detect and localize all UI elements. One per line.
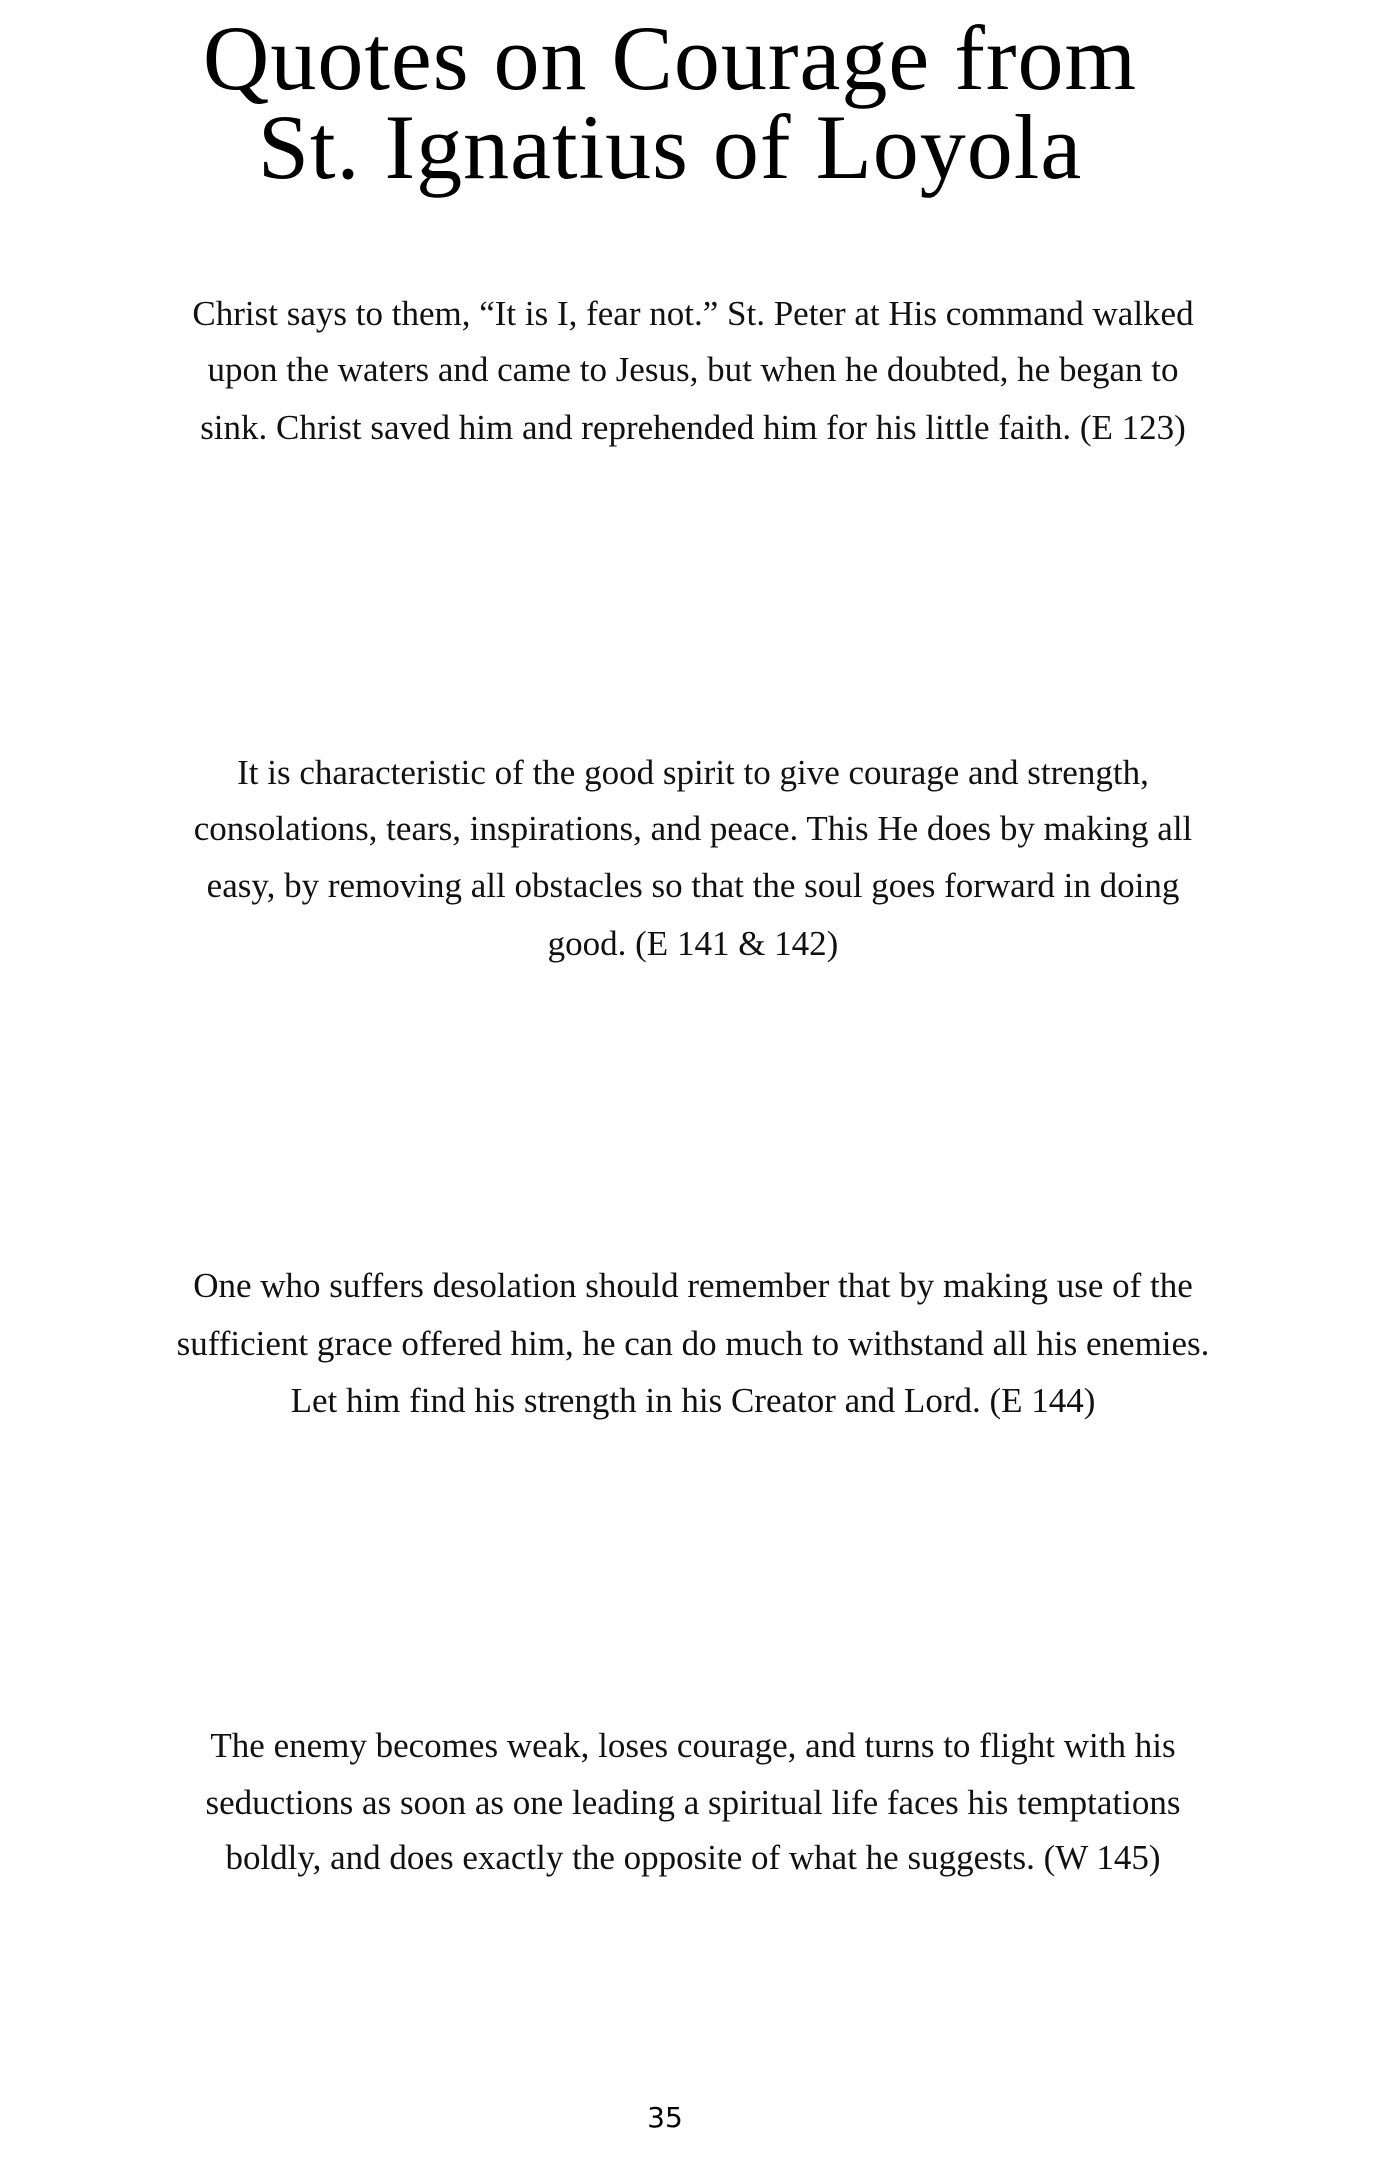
quote-2-line-4: good. (E 141 & 142) xyxy=(547,924,839,963)
quote-2-line-2: consolations, tears, inspirations, and peace. This He does by making all xyxy=(193,809,1193,848)
quote-3-line-3: Let him find his strength in his Creator and Lord. (E 144) xyxy=(290,1381,1096,1420)
page-number: 35 xyxy=(647,2101,683,2134)
quote-4-line-2: seductions as soon as one leading a spiritual life faces his temptations xyxy=(205,1783,1181,1822)
quote-4-line-3: boldly, and does exactly the opposite of what he suggests. (W 145) xyxy=(225,1838,1161,1877)
quote-3-line-2: sufficient grace offered him, he can do much to withstand all his enemies. xyxy=(176,1324,1210,1363)
title-line-1: Quotes on Courage from xyxy=(202,7,1138,109)
quote-2-line-3: easy, by removing all obstacles so that the soul goes forward in doing xyxy=(206,866,1180,905)
quote-1-line-2: upon the waters and came to Jesus, but when he doubted, he began to xyxy=(207,350,1179,389)
quote-2-line-1: It is characteristic of the good spirit to give courage and strength, xyxy=(237,753,1149,792)
quote-4-line-1: The enemy becomes weak, loses courage, and turns to flight with his xyxy=(210,1726,1176,1765)
quote-3-line-1: One who suffers desolation should remember that by making use of the xyxy=(193,1266,1193,1305)
title-line-2: St. Ignatius of Loyola xyxy=(257,96,1083,198)
quote-1-line-1: Christ says to them, “It is I, fear not.” St. Peter at His command walked xyxy=(192,294,1194,333)
quote-1-line-3: sink. Christ saved him and reprehended him for his little faith. (E 123) xyxy=(200,408,1186,447)
